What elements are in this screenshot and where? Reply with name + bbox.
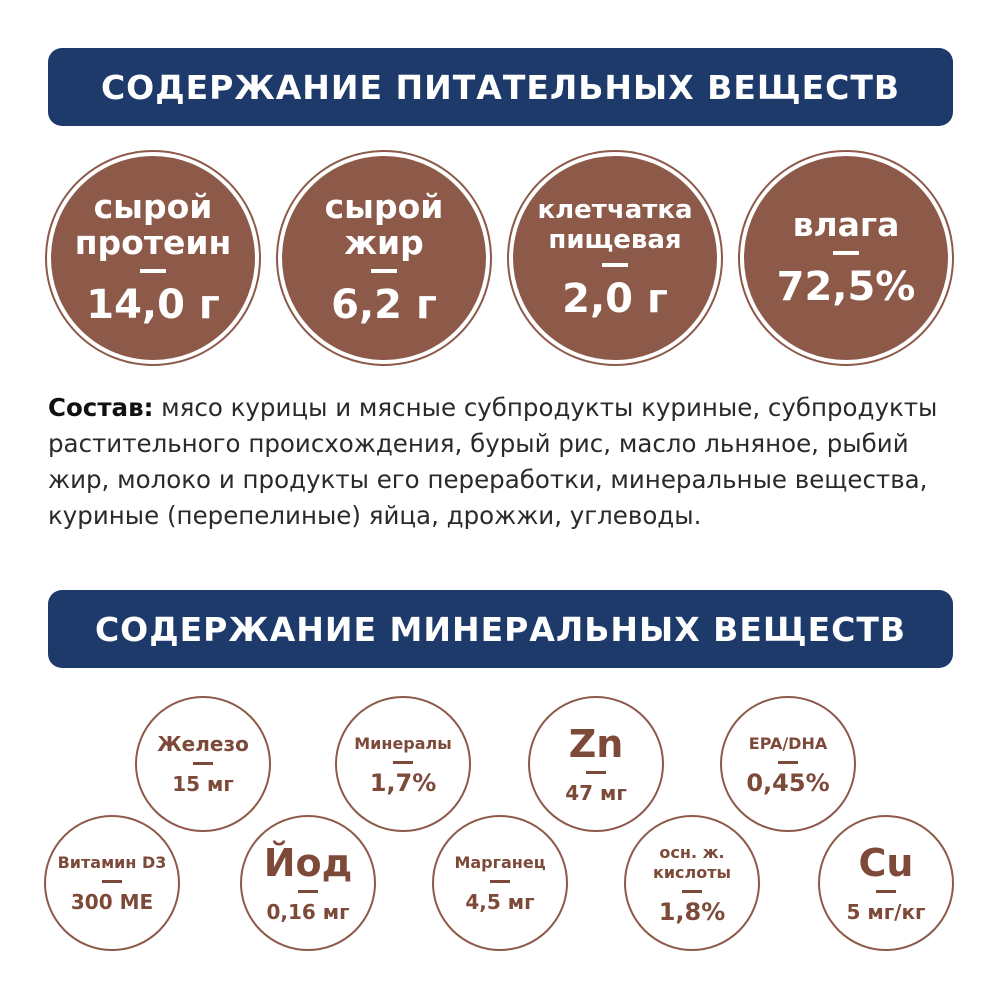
mineral-circle-iron: [135, 696, 271, 832]
mineral-label: Минералы: [354, 733, 452, 753]
dash-divider: [833, 251, 859, 255]
mineral-circle-zinc: [528, 696, 664, 832]
mineral-value: 0,45%: [746, 768, 830, 797]
dash-divider: [393, 761, 413, 764]
composition-text: [48, 390, 953, 534]
mineral-circle-fatty-acids: [624, 815, 760, 951]
mineral-value: 5 мг/кг: [846, 899, 926, 924]
composition-label: Состав:: [48, 393, 154, 422]
mineral-label: EPA/DHA: [748, 733, 828, 753]
nutrient-value: 2,0 г: [562, 276, 668, 322]
mineral-circle-epa-dha: [720, 696, 856, 832]
dash-divider: [682, 890, 702, 893]
nutrient-label: жир: [344, 223, 424, 262]
nutrient-value: 6,2 г: [331, 282, 437, 328]
dash-divider: [602, 263, 628, 267]
dash-divider: [876, 890, 896, 893]
mineral-circle-iodine: [240, 815, 376, 951]
dash-divider: [298, 890, 318, 893]
mineral-label: Йод: [263, 840, 353, 885]
nutrient-circle-fiber: [509, 152, 721, 364]
mineral-label: Cu: [858, 840, 914, 885]
mineral-value: 300 МЕ: [70, 889, 154, 914]
mineral-circle-minerals: [335, 696, 471, 832]
nutrient-label: влага: [792, 205, 900, 244]
nutrient-label: пищевая: [548, 225, 682, 255]
dash-divider: [586, 771, 606, 774]
mineral-circle-copper: [818, 815, 954, 951]
nutrient-circle-fat: [278, 152, 490, 364]
mineral-label: кислоты: [652, 862, 731, 882]
mineral-value: 15 мг: [172, 771, 234, 796]
nutrient-circle-moisture: [740, 152, 952, 364]
mineral-label: осн. ж.: [659, 842, 725, 862]
nutrient-label: клетчатка: [537, 195, 693, 225]
mineral-value: 4,5 мг: [465, 889, 535, 914]
nutrient-label: протеин: [74, 223, 232, 262]
nutrient-value: 72,5%: [776, 264, 916, 310]
nutrient-circle-protein: [47, 152, 259, 364]
mineral-label: Железо: [157, 731, 249, 756]
mineral-value: 1,8%: [658, 897, 726, 926]
dash-divider: [102, 880, 122, 883]
dash-divider: [778, 761, 798, 764]
minerals-header-text: СОДЕРЖАНИЕ МИНЕРАЛЬНЫХ ВЕЩЕСТВ: [94, 609, 907, 649]
dash-divider: [140, 269, 166, 273]
mineral-circle-manganese: [432, 815, 568, 951]
mineral-circle-vitamin-d3: [44, 815, 180, 951]
minerals-header: [48, 590, 953, 668]
mineral-value: 1,7%: [369, 768, 437, 797]
nutrients-header: [48, 48, 953, 126]
mineral-label: Витамин D3: [57, 852, 167, 872]
dash-divider: [193, 762, 213, 765]
dash-divider: [490, 880, 510, 883]
nutrients-header-text: СОДЕРЖАНИЕ ПИТАТЕЛЬНЫХ ВЕЩЕСТВ: [100, 67, 901, 107]
composition-body: мясо курицы и мясные субпродукты куриные, субпродукты растительного происхождения, бурый рис, масло льняное, рыбий жир, молоко и продукты его переработки, минеральные вещества, куриные (перепелиные) яйца, дрожжи, углеводы.: [48, 393, 938, 530]
nutrient-label: сырой: [93, 187, 213, 226]
mineral-value: 47 мг: [565, 780, 627, 805]
mineral-value: 0,16 мг: [266, 899, 350, 924]
mineral-label: Марганец: [454, 852, 546, 872]
mineral-label: Zn: [568, 721, 624, 766]
nutrient-value: 14,0 г: [86, 282, 220, 328]
nutrient-label: сырой: [324, 187, 444, 226]
dash-divider: [371, 269, 397, 273]
